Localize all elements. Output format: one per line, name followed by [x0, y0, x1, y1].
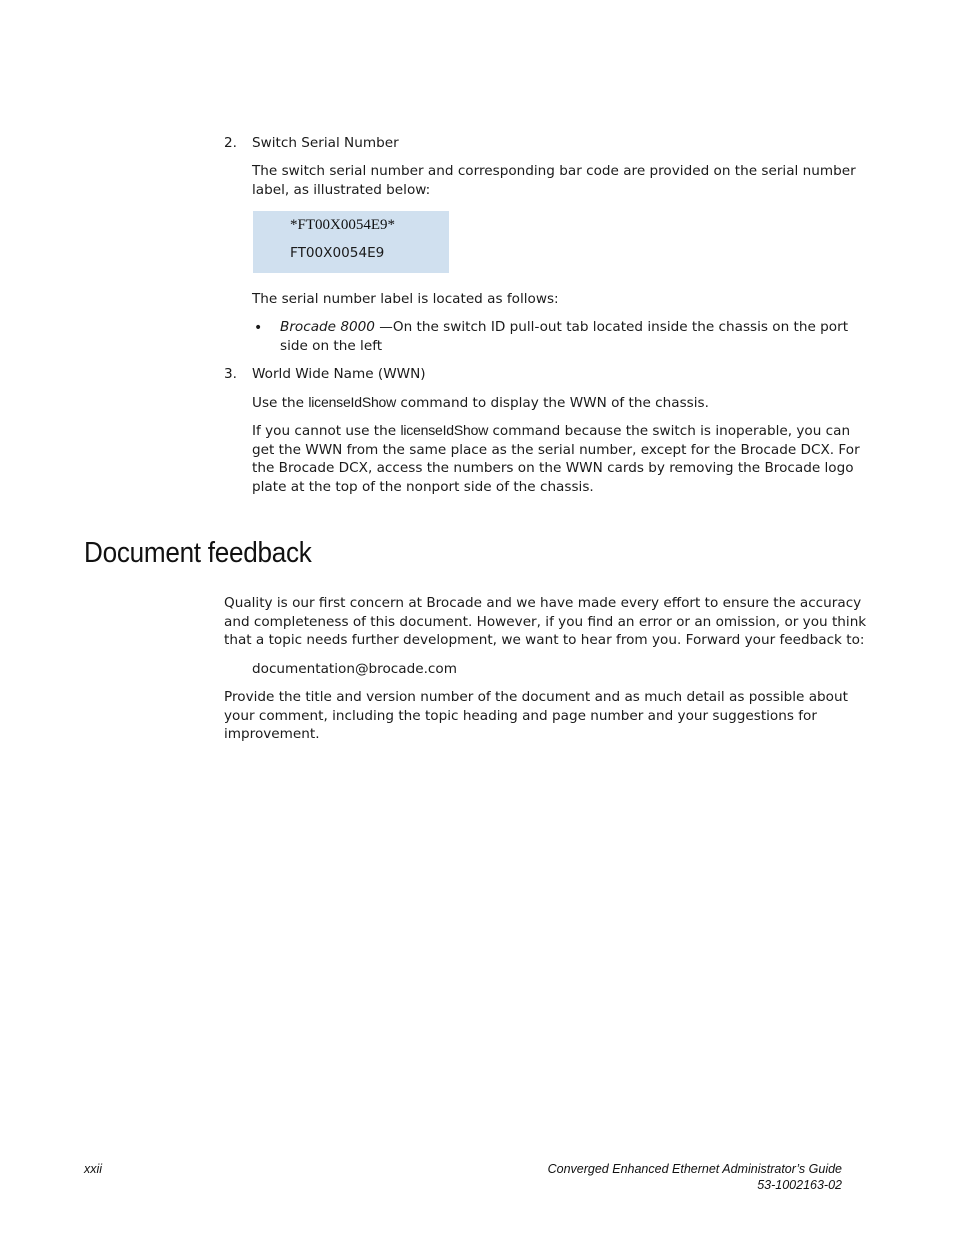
barcode-text: *FT00X0054E9*	[290, 217, 395, 233]
list-number-2: 2.	[224, 135, 237, 151]
product-name: Brocade 8000	[280, 319, 375, 335]
list-item-title-wwn: World Wide Name (WWN)	[252, 366, 426, 382]
wwn-alternative-paragraph	[252, 421, 872, 496]
text-run: command to display the WWN of the chassis.	[396, 395, 709, 411]
bullet-marker: •	[254, 320, 263, 336]
bullet-item-brocade-8000	[280, 318, 872, 355]
feedback-email: documentation@brocade.com	[252, 661, 457, 677]
list-item-title-serial-number: Switch Serial Number	[252, 135, 399, 151]
label-location-paragraph: The serial number label is located as follows:	[252, 291, 559, 307]
text-run: command because the switch is inoperable, you can get the WWN from the same place as the serial number, except for the Brocade DCX. For the Brocade DCX, access the numbers on the WWN cards by removing the Brocade logo plate at the top of the nonport side of the chassis.	[252, 423, 860, 495]
footer-doc-number: 53-1002163-02	[757, 1178, 842, 1192]
footer-doc-title: Converged Enhanced Ethernet Administrator’s Guide	[547, 1162, 842, 1176]
text-run: Use the	[252, 395, 309, 411]
text-run: If you cannot use the	[252, 423, 401, 439]
wwn-command-paragraph	[252, 393, 872, 413]
feedback-paragraph-2: Provide the title and version number of the document and as much detail as possible about your comment, including the topic heading and page number and your suggestions for improvement.	[224, 689, 848, 742]
serial-number-label-illustration	[253, 211, 449, 273]
serial-number-text: FT00X0054E9	[290, 245, 385, 261]
bullet-text: —On the switch ID pull-out tab located inside the chassis on the port side on the left	[280, 319, 849, 354]
section-heading: Document feedback	[84, 537, 312, 569]
command-name: licenseIdShow	[400, 422, 489, 438]
page-number: xxii	[84, 1162, 103, 1176]
list-number-3: 3.	[224, 366, 237, 382]
command-name: licenseIdShow	[308, 394, 397, 410]
feedback-paragraph-1: Quality is our first concern at Brocade and we have made every effort to ensure the accuracy and completeness of this document. However, if you find an error or an omission, or you think that a topic needs further development, we want to hear from you. Forward your feedback to:	[224, 595, 867, 648]
serial-number-paragraph: The switch serial number and corresponding bar code are provided on the serial number label, as illustrated below:	[252, 163, 856, 198]
